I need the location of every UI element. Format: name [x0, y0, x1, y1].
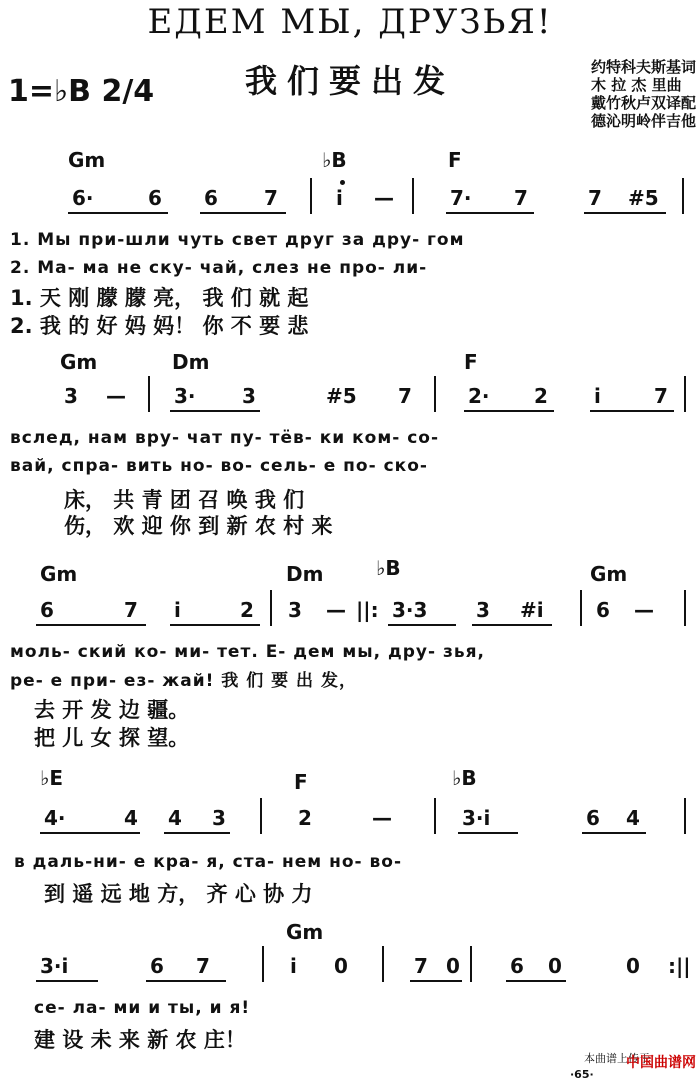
credit-composer: 木 拉 杰 里曲 [590, 76, 682, 94]
barline [684, 590, 686, 626]
barline [382, 946, 384, 982]
lyric-line: се- ла- ми и ты, и я! [34, 998, 251, 1018]
note: 3·i [462, 806, 491, 830]
barline [412, 178, 414, 214]
note: 3 [64, 384, 78, 408]
page-number: ·65· [570, 1068, 594, 1081]
beam [146, 980, 226, 982]
note: — [634, 598, 654, 622]
note: 7 [264, 186, 278, 210]
lyric-line: ре- е при- ез- жай! 我 们 要 出 发， [10, 671, 357, 691]
chord: ♭B [322, 148, 347, 172]
beam [170, 410, 260, 412]
beam [458, 832, 518, 834]
note: #5 [326, 384, 357, 408]
note: 4 [124, 806, 138, 830]
chord: F [448, 148, 462, 172]
repeat-end: :|| [668, 954, 691, 978]
note: 4· [44, 806, 66, 830]
chord: F [294, 770, 308, 794]
credit-guitar: 德沁明岭伴吉他 [590, 112, 696, 130]
chord: F [464, 350, 478, 374]
note: 2 [534, 384, 548, 408]
note: 6 [148, 186, 162, 210]
note: 3· [174, 384, 196, 408]
chord: Gm [68, 148, 106, 172]
lyric-line: 1. Мы при-шли чуть свет друг за дру- гом [10, 230, 465, 250]
note: 7 [414, 954, 428, 978]
beam [590, 410, 674, 412]
note: 7 [514, 186, 528, 210]
barline [470, 946, 472, 982]
note: #5 [628, 186, 659, 210]
note: 3 [212, 806, 226, 830]
barline [270, 590, 272, 626]
note: 6 [510, 954, 524, 978]
beam [36, 624, 146, 626]
barline [434, 376, 436, 412]
lyric-line: 去 开 发 边 疆。 [34, 698, 190, 722]
beam [506, 980, 566, 982]
note: 6· [72, 186, 94, 210]
note: 7· [450, 186, 472, 210]
beam [582, 832, 646, 834]
beam [446, 212, 534, 214]
chord: ♭B [376, 556, 401, 580]
note: 7 [588, 186, 602, 210]
lyric-line: в даль-ни- е кра- я, ста- нем но- во- [14, 852, 403, 872]
note: 4 [168, 806, 182, 830]
lyric-line: 2. Ма- ма не ску- чай, слез не про- ли- [10, 258, 428, 278]
beam [36, 980, 98, 982]
beam [410, 980, 462, 982]
note: i [290, 954, 297, 978]
note: 2 [240, 598, 254, 622]
key-signature: 1=♭B 2/4 [8, 74, 155, 109]
lyric-line: вслед, нам вру- чат пу- тёв- ки ком- со- [10, 428, 440, 448]
barline [684, 798, 686, 834]
note: — [372, 806, 392, 830]
upload-note: 本曲谱上传于 [584, 1052, 650, 1065]
beam [388, 624, 456, 626]
note: 6 [596, 598, 610, 622]
note: 6 [204, 186, 218, 210]
chord: Gm [590, 562, 628, 586]
note: 7 [654, 384, 668, 408]
chord: Dm [172, 350, 210, 374]
lyric-line: 1. 天 刚 朦 朦 亮， 我 们 就 起 [10, 286, 309, 310]
note: — [374, 186, 394, 210]
lyric-line: 床， 共 青 团 召 唤 我 们 [64, 488, 305, 512]
note: i [594, 384, 601, 408]
credits [591, 58, 696, 130]
lyric-line: 把 儿 女 探 望。 [34, 726, 190, 750]
beam [164, 832, 230, 834]
chord: Gm [286, 920, 324, 944]
note: #i [520, 598, 544, 622]
note: i [336, 186, 343, 210]
barline [310, 178, 312, 214]
title-russian: ЕДЕМ МЫ, ДРУЗЬЯ! [147, 2, 553, 42]
lyric-line: 到 遥 远 地 方， 齐 心 协 力 [44, 882, 313, 906]
site-logo: 中国曲谱网 [626, 1055, 696, 1071]
beam [584, 212, 666, 214]
note: 2· [468, 384, 490, 408]
note: 6 [40, 598, 54, 622]
credit-translator: 戴竹秋卢双译配 [590, 94, 696, 112]
note: 0 [334, 954, 348, 978]
note: 3·i [40, 954, 69, 978]
note: — [106, 384, 126, 408]
note: 0 [446, 954, 460, 978]
note: 3 [476, 598, 490, 622]
note: 4 [626, 806, 640, 830]
barline [148, 376, 150, 412]
beam [464, 410, 554, 412]
note: 3 [288, 598, 302, 622]
note: 0 [626, 954, 640, 978]
barline [262, 946, 264, 982]
lyric-line: 伤， 欢 迎 你 到 新 农 村 来 [64, 514, 333, 538]
note: 6 [586, 806, 600, 830]
chord: Gm [60, 350, 98, 374]
note: 6 [150, 954, 164, 978]
note: 3·3 [392, 598, 428, 622]
barline [580, 590, 582, 626]
title-chinese: 我们要出发 [244, 62, 455, 100]
chord: Dm [286, 562, 324, 586]
chord: Gm [40, 562, 78, 586]
beam [40, 832, 140, 834]
beam [68, 212, 168, 214]
barline [260, 798, 262, 834]
lyric-line: моль- ский ко- ми- тет. Е- дем мы, дру- зья, [10, 642, 485, 662]
note: 7 [196, 954, 210, 978]
note: 7 [124, 598, 138, 622]
note: 3 [242, 384, 256, 408]
note: 7 [398, 384, 412, 408]
chord: ♭B [452, 766, 477, 790]
barline [684, 376, 686, 412]
beam [472, 624, 552, 626]
beam [170, 624, 260, 626]
lyric-line: 建 设 未 来 新 农 庄！ [34, 1028, 246, 1052]
chord: ♭E [40, 766, 64, 790]
lyric-line: 2. 我 的 好 妈 妈！ 你 不 要 悲 [10, 314, 309, 338]
lyric-line: вай, спра- вить но- во- сель- е по- ско- [10, 456, 428, 476]
repeat-start: ||: [356, 598, 379, 622]
note: i [174, 598, 181, 622]
note: 2 [298, 806, 312, 830]
octave-dot [340, 180, 345, 185]
note: 0 [548, 954, 562, 978]
credit-lyricist: 约特科夫斯基词 [590, 58, 696, 76]
note: — [326, 598, 346, 622]
barline [682, 178, 684, 214]
beam [200, 212, 286, 214]
barline [434, 798, 436, 834]
